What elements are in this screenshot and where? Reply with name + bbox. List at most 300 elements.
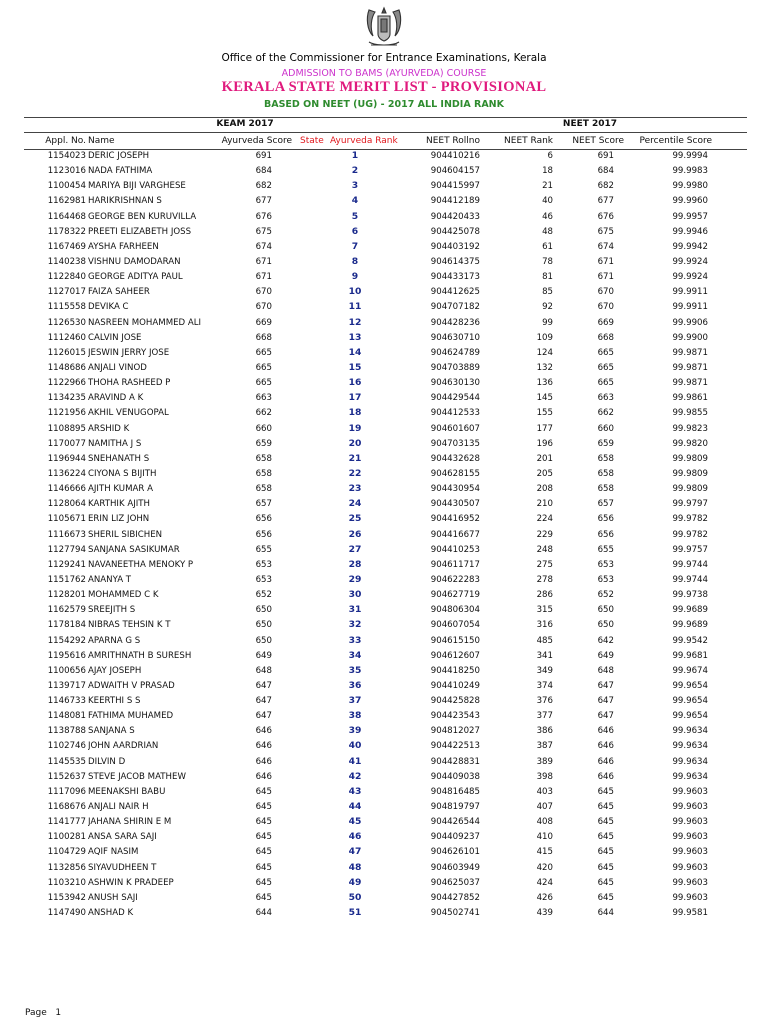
table-top-rule (24, 117, 747, 118)
cell-state-ayurveda-rank: 19 (348, 422, 362, 434)
cell-neet-rollno: 904412625 (430, 287, 480, 298)
cell-neet-rank: 420 (536, 862, 553, 873)
cell-name: ASHWIN K PRADEEP (88, 877, 174, 888)
cell-ayurveda-score: 649 (255, 650, 272, 661)
table-row (0, 619, 768, 634)
cell-neet-rollno: 904428831 (430, 756, 480, 767)
cell-name: NAMITHA J S (88, 438, 142, 449)
cell-name: FAIZA SAHEER (88, 287, 150, 298)
column-header-appl-no: Appl. No. (45, 136, 86, 146)
cell-neet-rollno: 904409237 (430, 832, 480, 843)
cell-percentile-score: 99.9581 (672, 908, 708, 919)
office-title: Office of the Commissioner for Entrance Examinations, Kerala (221, 52, 547, 64)
table-row (0, 771, 768, 786)
cell-percentile-score: 99.9744 (672, 574, 708, 585)
cell-neet-rank: 210 (536, 499, 553, 510)
cell-neet-rank: 275 (536, 559, 553, 570)
cell-state-ayurveda-rank: 8 (351, 255, 359, 267)
table-row (0, 877, 768, 892)
cell-neet-rank: 485 (536, 635, 553, 646)
cell-ayurveda-score: 645 (255, 832, 272, 843)
cell-neet-rollno: 904816485 (430, 786, 480, 797)
based-on-subtitle: BASED ON NEET (UG) - 2017 ALL INDIA RANK (264, 99, 504, 110)
column-header-percentile-score: Percentile Score (639, 136, 712, 146)
cell-neet-score: 657 (597, 499, 614, 510)
table-row (0, 453, 768, 468)
cell-appl-no: 1148081 (47, 711, 86, 722)
cell-percentile-score: 99.9957 (672, 211, 708, 222)
cell-name: FATHIMA MUHAMED (88, 711, 174, 722)
cell-name: SANJANA SASIKUMAR (88, 544, 180, 555)
cell-neet-rank: 376 (536, 696, 553, 707)
cell-percentile-score: 99.9871 (672, 378, 708, 389)
cell-neet-rank: 377 (536, 711, 553, 722)
cell-percentile-score: 99.9634 (672, 756, 708, 767)
cell-ayurveda-score: 645 (255, 817, 272, 828)
cell-neet-rollno: 904806304 (430, 605, 480, 616)
cell-appl-no: 1100281 (47, 832, 86, 843)
cell-ayurveda-score: 684 (255, 166, 272, 177)
cell-percentile-score: 99.9960 (672, 196, 708, 207)
table-row (0, 529, 768, 544)
cell-ayurveda-score: 670 (255, 302, 272, 313)
cell-appl-no: 1104729 (47, 847, 86, 858)
cell-neet-rollno: 904422513 (430, 741, 480, 752)
cell-neet-rollno: 904812027 (430, 726, 480, 737)
cell-appl-no: 1105671 (47, 514, 86, 525)
cell-state-ayurveda-rank: 24 (348, 498, 362, 510)
cell-neet-rank: 316 (536, 620, 553, 631)
table-row (0, 362, 768, 377)
cell-state-ayurveda-rank: 38 (348, 710, 362, 722)
cell-ayurveda-score: 674 (255, 241, 272, 252)
cell-appl-no: 1152637 (47, 771, 86, 782)
cell-neet-rollno: 904703889 (430, 362, 480, 373)
cell-name: AKHIL VENUGOPAL (88, 408, 169, 419)
cell-neet-score: 647 (597, 680, 614, 691)
cell-appl-no: 1127794 (47, 544, 86, 555)
cell-neet-rank: 410 (536, 832, 553, 843)
cell-appl-no: 1127017 (47, 287, 86, 298)
cell-ayurveda-score: 653 (255, 559, 272, 570)
cell-percentile-score: 99.9924 (672, 256, 708, 267)
table-row (0, 574, 768, 589)
cell-percentile-score: 99.9634 (672, 726, 708, 737)
cell-state-ayurveda-rank: 27 (348, 543, 362, 555)
column-header-name: Name (88, 136, 115, 146)
cell-state-ayurveda-rank: 13 (348, 331, 362, 343)
cell-neet-score: 665 (597, 378, 614, 389)
cell-neet-rank: 403 (536, 786, 553, 797)
cell-ayurveda-score: 645 (255, 877, 272, 888)
cell-neet-score: 650 (597, 605, 614, 616)
cell-percentile-score: 99.9855 (672, 408, 708, 419)
page-label: Page (25, 1008, 47, 1018)
cell-neet-score: 671 (597, 256, 614, 267)
cell-state-ayurveda-rank: 5 (351, 210, 359, 222)
cell-neet-score: 660 (597, 423, 614, 434)
cell-neet-score: 645 (597, 847, 614, 858)
cell-appl-no: 1147490 (47, 908, 86, 919)
cell-appl-no: 1164468 (47, 211, 86, 222)
cell-neet-rank: 18 (542, 166, 553, 177)
cell-name: ANJALI VINOD (88, 362, 147, 373)
cell-appl-no: 1145535 (47, 756, 86, 767)
cell-percentile-score: 99.9924 (672, 272, 708, 283)
cell-neet-rollno: 904425828 (430, 696, 480, 707)
cell-percentile-score: 99.9980 (672, 181, 708, 192)
table-row (0, 862, 768, 877)
cell-neet-rollno: 904430507 (430, 499, 480, 510)
cell-appl-no: 1123016 (47, 166, 86, 177)
table-row (0, 680, 768, 695)
cell-neet-rank: 21 (542, 181, 553, 192)
cell-neet-rank: 286 (536, 590, 553, 601)
cell-neet-score: 662 (597, 408, 614, 419)
cell-percentile-score: 99.9911 (672, 302, 708, 313)
cell-state-ayurveda-rank: 30 (348, 589, 362, 601)
table-row (0, 786, 768, 801)
cell-neet-rollno: 904420433 (430, 211, 480, 222)
cell-ayurveda-score: 668 (255, 332, 272, 343)
table-row (0, 332, 768, 347)
table-row (0, 604, 768, 619)
cell-appl-no: 1139717 (47, 680, 86, 691)
cell-name: ARAVIND A K (88, 393, 144, 404)
group-header-neet: NEET 2017 (562, 119, 618, 129)
cell-neet-rank: 155 (536, 408, 553, 419)
cell-ayurveda-score: 645 (255, 862, 272, 873)
cell-neet-score: 647 (597, 711, 614, 722)
cell-neet-rank: 136 (536, 378, 553, 389)
cell-neet-score: 663 (597, 393, 614, 404)
cell-name: MOHAMMED C K (88, 590, 159, 601)
cell-name: STEVE JACOB MATHEW (88, 771, 186, 782)
table-row (0, 211, 768, 226)
cell-percentile-score: 99.9809 (672, 468, 708, 479)
cell-neet-rollno: 904427852 (430, 892, 480, 903)
cell-neet-rollno: 904430954 (430, 484, 480, 495)
cell-name: JOHN AARDRIAN (88, 741, 159, 752)
cell-neet-rank: 408 (536, 817, 553, 828)
cell-neet-score: 644 (597, 908, 614, 919)
cell-ayurveda-score: 650 (255, 620, 272, 631)
cell-name: VISHNU DAMODARAN (88, 256, 181, 267)
table-row (0, 347, 768, 362)
cell-state-ayurveda-rank: 1 (351, 150, 359, 161)
table-row (0, 892, 768, 907)
cell-neet-rollno: 904707182 (430, 302, 480, 313)
cell-percentile-score: 99.9861 (672, 393, 708, 404)
cell-ayurveda-score: 645 (255, 802, 272, 813)
cell-ayurveda-score: 662 (255, 408, 272, 419)
cell-percentile-score: 99.9946 (672, 226, 708, 237)
cell-neet-score: 647 (597, 696, 614, 707)
cell-name: NADA FATHIMA (88, 166, 153, 177)
cell-ayurveda-score: 646 (255, 726, 272, 737)
cell-appl-no: 1126530 (47, 317, 86, 328)
table-row (0, 150, 768, 165)
cell-state-ayurveda-rank: 43 (348, 785, 362, 797)
cell-name: MARIYA BIJI VARGHESE (88, 181, 186, 192)
cell-neet-score: 645 (597, 832, 614, 843)
cell-percentile-score: 99.9782 (672, 514, 708, 525)
cell-neet-rank: 398 (536, 771, 553, 782)
cell-state-ayurveda-rank: 49 (348, 876, 362, 888)
cell-name: JAHANA SHIRIN E M (88, 817, 172, 828)
table-row (0, 513, 768, 528)
table-row (0, 271, 768, 286)
table-row (0, 468, 768, 483)
cell-appl-no: 1162981 (47, 196, 86, 207)
admission-subtitle: ADMISSION TO BAMS (AYURVEDA) COURSE (281, 68, 487, 79)
cell-neet-score: 649 (597, 650, 614, 661)
cell-name: SNEHANATH S (88, 453, 150, 464)
cell-appl-no: 1134235 (47, 393, 86, 404)
table-row (0, 725, 768, 740)
cell-state-ayurveda-rank: 10 (348, 286, 362, 298)
cell-neet-score: 653 (597, 559, 614, 570)
cell-appl-no: 1178184 (47, 620, 86, 631)
cell-ayurveda-score: 645 (255, 847, 272, 858)
table-row (0, 377, 768, 392)
cell-state-ayurveda-rank: 14 (348, 346, 362, 358)
cell-neet-rollno: 904415997 (430, 181, 480, 192)
cell-neet-score: 642 (597, 635, 614, 646)
cell-appl-no: 1196944 (47, 453, 86, 464)
table-row (0, 286, 768, 301)
cell-percentile-score: 99.9744 (672, 559, 708, 570)
cell-neet-rollno: 904603949 (430, 862, 480, 873)
cell-name: ARSHID K (88, 423, 130, 434)
cell-neet-score: 658 (597, 468, 614, 479)
cell-neet-rollno: 904429544 (430, 393, 480, 404)
page-footer (25, 1008, 61, 1018)
cell-percentile-score: 99.9603 (672, 802, 708, 813)
cell-neet-score: 645 (597, 817, 614, 828)
cell-neet-rollno: 904630130 (430, 378, 480, 389)
cell-state-ayurveda-rank: 35 (348, 664, 362, 676)
cell-name: GEORGE BEN KURUVILLA (88, 211, 197, 222)
cell-neet-rollno: 904412189 (430, 196, 480, 207)
table-row (0, 226, 768, 241)
cell-ayurveda-score: 647 (255, 680, 272, 691)
cell-appl-no: 1138788 (47, 726, 86, 737)
cell-appl-no: 1100656 (47, 665, 86, 676)
merit-list-table-body (0, 150, 768, 922)
cell-appl-no: 1154023 (47, 151, 86, 161)
cell-ayurveda-score: 665 (255, 378, 272, 389)
cell-neet-rank: 341 (536, 650, 553, 661)
cell-state-ayurveda-rank: 45 (348, 816, 362, 828)
cell-appl-no: 1170077 (47, 438, 86, 449)
cell-percentile-score: 99.9681 (672, 650, 708, 661)
cell-ayurveda-score: 655 (255, 544, 272, 555)
cell-name: SANJANA S (88, 726, 135, 737)
cell-state-ayurveda-rank: 36 (348, 679, 362, 691)
column-header-ayurveda-score: Ayurveda Score (221, 136, 292, 146)
cell-neet-rollno: 904403192 (430, 241, 480, 252)
cell-ayurveda-score: 646 (255, 771, 272, 782)
cell-ayurveda-score: 663 (255, 393, 272, 404)
cell-appl-no: 1136224 (47, 468, 86, 479)
cell-state-ayurveda-rank: 34 (348, 649, 362, 661)
column-header-state: State (300, 136, 324, 146)
cell-ayurveda-score: 677 (255, 196, 272, 207)
cell-state-ayurveda-rank: 37 (348, 695, 362, 707)
cell-neet-score: 670 (597, 302, 614, 313)
cell-state-ayurveda-rank: 21 (348, 452, 362, 464)
cell-name: GEORGE ADITYA PAUL (88, 272, 183, 283)
cell-ayurveda-score: 659 (255, 438, 272, 449)
cell-neet-score: 645 (597, 892, 614, 903)
cell-neet-rollno: 904410216 (430, 151, 480, 161)
cell-appl-no: 1116673 (47, 529, 86, 540)
cell-percentile-score: 99.9689 (672, 620, 708, 631)
cell-percentile-score: 99.9757 (672, 544, 708, 555)
cell-appl-no: 1128201 (47, 590, 86, 601)
cell-state-ayurveda-rank: 39 (348, 725, 362, 737)
cell-appl-no: 1168676 (47, 802, 86, 813)
cell-percentile-score: 99.9634 (672, 771, 708, 782)
cell-state-ayurveda-rank: 9 (351, 271, 359, 283)
cell-neet-rollno: 904412533 (430, 408, 480, 419)
cell-name: CALVIN JOSE (88, 332, 142, 343)
cell-neet-score: 652 (597, 590, 614, 601)
cell-state-ayurveda-rank: 31 (348, 604, 362, 616)
table-row (0, 165, 768, 180)
cell-neet-rollno: 904601607 (430, 423, 480, 434)
cell-name: AMRITHNATH B SURESH (88, 650, 192, 661)
cell-ayurveda-score: 665 (255, 362, 272, 373)
cell-neet-rank: 315 (536, 605, 553, 616)
cell-ayurveda-score: 671 (255, 256, 272, 267)
cell-appl-no: 1129241 (47, 559, 86, 570)
cell-neet-score: 658 (597, 453, 614, 464)
cell-ayurveda-score: 665 (255, 347, 272, 358)
cell-state-ayurveda-rank: 3 (351, 180, 359, 192)
cell-neet-rollno: 904428236 (430, 317, 480, 328)
cell-neet-rank: 224 (536, 514, 553, 525)
table-row (0, 544, 768, 559)
cell-neet-rank: 99 (542, 317, 553, 328)
cell-neet-rank: 248 (536, 544, 553, 555)
cell-percentile-score: 99.9542 (672, 635, 708, 646)
cell-state-ayurveda-rank: 28 (348, 558, 362, 570)
cell-appl-no: 1122966 (47, 378, 86, 389)
cell-ayurveda-score: 670 (255, 287, 272, 298)
cell-neet-score: 659 (597, 438, 614, 449)
cell-neet-rollno: 904614375 (430, 256, 480, 267)
cell-percentile-score: 99.9603 (672, 817, 708, 828)
cell-ayurveda-score: 650 (255, 605, 272, 616)
cell-neet-rollno: 904416677 (430, 529, 480, 540)
cell-state-ayurveda-rank: 4 (351, 195, 359, 207)
cell-state-ayurveda-rank: 6 (351, 225, 359, 237)
cell-neet-rollno: 904607054 (430, 620, 480, 631)
cell-neet-rollno: 904627719 (430, 590, 480, 601)
table-row (0, 589, 768, 604)
cell-appl-no: 1140238 (47, 256, 86, 267)
cell-state-ayurveda-rank: 11 (348, 301, 362, 313)
cell-neet-rank: 196 (536, 438, 553, 449)
cell-name: ANANYA T (88, 574, 132, 585)
cell-appl-no: 1146666 (47, 484, 86, 495)
cell-percentile-score: 99.9654 (672, 696, 708, 707)
cell-ayurveda-score: 671 (255, 272, 272, 283)
cell-ayurveda-score: 658 (255, 453, 272, 464)
cell-percentile-score: 99.9809 (672, 484, 708, 495)
cell-state-ayurveda-rank: 40 (348, 740, 362, 752)
group-header-rule (24, 132, 747, 133)
cell-neet-rollno: 904423543 (430, 711, 480, 722)
table-row (0, 846, 768, 861)
cell-name: MEENAKSHI BABU (88, 786, 166, 797)
cell-appl-no: 1148686 (47, 362, 86, 373)
cell-neet-rank: 205 (536, 468, 553, 479)
cell-neet-score: 676 (597, 211, 614, 222)
cell-name: ADWAITH V PRASAD (88, 680, 175, 691)
cell-ayurveda-score: 650 (255, 635, 272, 646)
cell-state-ayurveda-rank: 47 (348, 846, 362, 858)
column-header-ayurveda-rank: Ayurveda Rank (330, 136, 398, 146)
cell-state-ayurveda-rank: 22 (348, 467, 362, 479)
cell-neet-rank: 61 (542, 241, 553, 252)
table-row (0, 650, 768, 665)
cell-state-ayurveda-rank: 33 (348, 634, 362, 646)
cell-neet-rank: 415 (536, 847, 553, 858)
cell-appl-no: 1117096 (47, 786, 86, 797)
cell-neet-rank: 389 (536, 756, 553, 767)
cell-neet-score: 645 (597, 862, 614, 873)
cell-ayurveda-score: 656 (255, 514, 272, 525)
cell-neet-rank: 132 (536, 362, 553, 373)
cell-percentile-score: 99.9994 (672, 151, 708, 161)
cell-neet-score: 653 (597, 574, 614, 585)
cell-name: SIYAVUDHEEN T (88, 862, 157, 873)
cell-neet-rank: 92 (542, 302, 553, 313)
cell-state-ayurveda-rank: 32 (348, 619, 362, 631)
column-header-neet-rollno: NEET Rollno (425, 136, 480, 146)
cell-neet-rank: 124 (536, 347, 553, 358)
cell-percentile-score: 99.9942 (672, 241, 708, 252)
cell-ayurveda-score: 658 (255, 468, 272, 479)
cell-appl-no: 1112460 (47, 332, 86, 343)
cell-neet-rollno: 904502741 (430, 908, 480, 919)
cell-appl-no: 1178322 (47, 226, 86, 237)
cell-name: THOHA RASHEED P (88, 378, 171, 389)
cell-state-ayurveda-rank: 20 (348, 437, 362, 449)
table-row (0, 407, 768, 422)
cell-percentile-score: 99.9809 (672, 453, 708, 464)
cell-state-ayurveda-rank: 16 (348, 377, 362, 389)
cell-name: HARIKRISHNAN S (88, 196, 162, 207)
cell-state-ayurveda-rank: 48 (348, 861, 362, 873)
cell-name: AJAY JOSEPH (88, 665, 142, 676)
table-row (0, 392, 768, 407)
cell-percentile-score: 99.9603 (672, 832, 708, 843)
cell-percentile-score: 99.9689 (672, 605, 708, 616)
cell-neet-rank: 6 (547, 151, 553, 161)
cell-name: PREETI ELIZABETH JOSS (88, 226, 192, 237)
cell-appl-no: 1121956 (47, 408, 86, 419)
cell-neet-rollno: 904626101 (430, 847, 480, 858)
cell-neet-score: 645 (597, 877, 614, 888)
column-header-neet-rank: NEET Rank (504, 136, 553, 146)
cell-ayurveda-score: 660 (255, 423, 272, 434)
cell-ayurveda-score: 652 (255, 590, 272, 601)
cell-appl-no: 1108895 (47, 423, 86, 434)
